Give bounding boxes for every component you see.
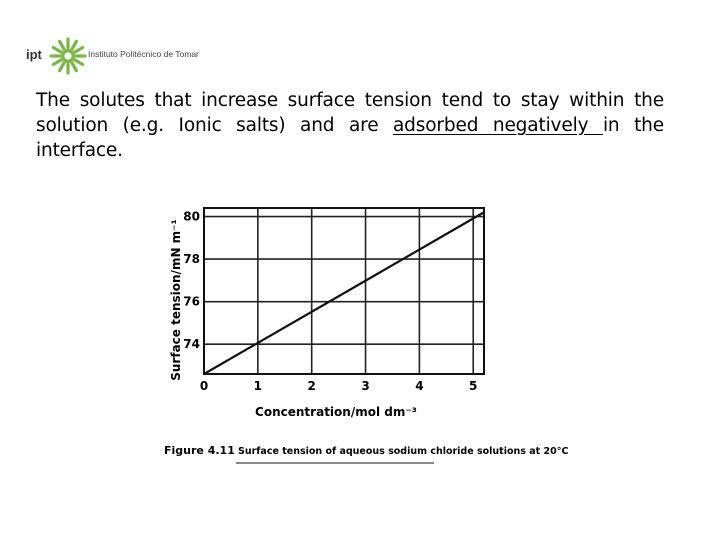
figure-label: Figure 4.11 [164, 444, 235, 457]
x-tick-label: 2 [307, 379, 316, 393]
figure-scan [128, 188, 588, 474]
x-tick-labels [200, 379, 478, 393]
figure-caption: Surface tension of aqueous sodium chloride solutions at 20°C [238, 446, 569, 457]
y-tick-label: 78 [183, 252, 200, 267]
y-tick-label: 80 [183, 209, 200, 224]
underlined-term-negatively: negatively [492, 114, 603, 136]
body-text-part1: The solutes that increase surface tension tend to stay within the solution (e.g. Ionic salts) and are [36, 90, 664, 136]
underlined-term-adsorbed: adsorbed [393, 114, 493, 136]
x-tick-label: 1 [253, 379, 263, 393]
x-tick-label: 4 [415, 379, 424, 393]
body-text-part2: in the interface. [36, 114, 664, 161]
logo-mark: ipt [26, 47, 42, 62]
y-tick-label: 74 [183, 337, 200, 352]
surface-tension-chart [128, 188, 588, 474]
institution-logo [26, 36, 216, 78]
y-tick-label: 76 [183, 294, 200, 309]
x-tick-label: 3 [361, 379, 370, 393]
logo-star-icon [48, 36, 88, 76]
series-line [204, 212, 484, 374]
slide-body-text [36, 89, 664, 164]
logo-institution-name: Instituto Politécnico de Tomar [88, 49, 199, 59]
y-axis-label: Surface tension/mN m⁻¹ [169, 219, 183, 381]
y-tick-labels [183, 210, 200, 352]
x-tick-label: 0 [199, 379, 209, 393]
x-axis-label: Concentration/mol dm⁻³ [255, 405, 417, 419]
x-tick-label: 5 [469, 379, 478, 393]
